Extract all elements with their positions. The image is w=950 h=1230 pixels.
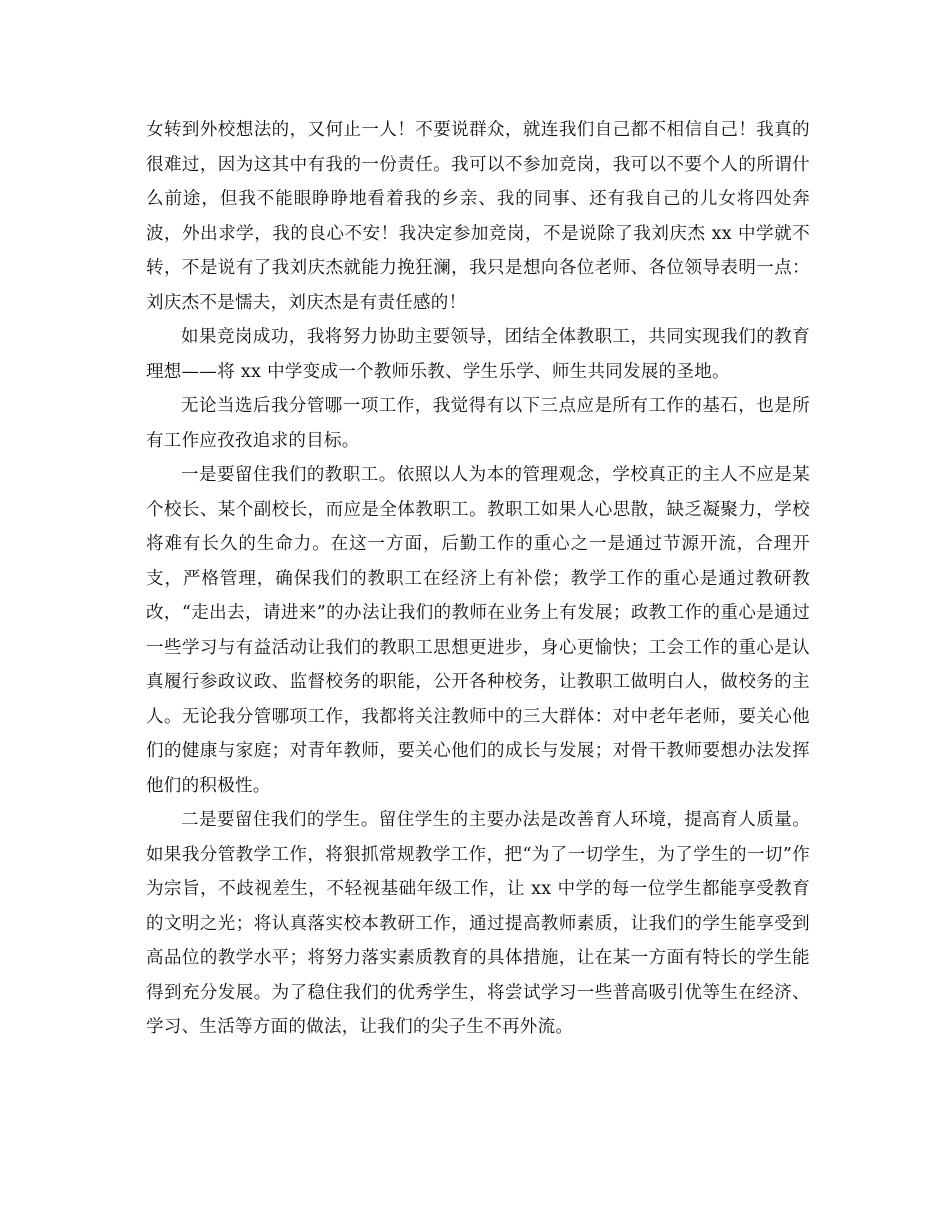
paragraph-4: 一是要留住我们的教职工。依照以人为本的管理观念，学校真正的主人不应是某个校长、某个副校长，而应是全体教职工。教职工如果人心思散，缺乏凝聚力，学校将难有长久的生命力。在这一方面，后勤工作的重心之一是通过节源开流，合理开支，严格管理，确保我们的教职工在经济上有补偿；教学工作的重心是通过教研教改，“走出去，请进来”的办法让我们的教师在业务上有发展；政教工作的重心是通过一些学习与有益活动让我们的教职工思想更进步，身心更愉快；工会工作的重心是认真履行参政议政、监督校务的职能，公开各种校务，让教职工做明白人，做校务的主人。无论我分管哪项工作，我都将关注教师中的三大群体：对中老年老师，要关心他们的健康与家庭；对青年教师，要关心他们的成长与发展；对骨干教师要想办法发挥他们的积极性。	[146, 465, 810, 796]
document-body	[146, 113, 810, 1045]
paragraph-5: 二是要留住我们的学生。留住学生的主要办法是改善育人环境，提高育人质量。如果我分管教学工作，将狠抓常规教学工作，把“为了一切学生，为了学生的一切”作为宗旨，不歧视差生，不轻视基础年级工作，让 xx 中学的每一位学生都能享受教育的文明之光；将认真落实校本教研工作，通过提高教师素质，让我们的学生能享受到高品位的教学水平；将努力落实素质教育的具体措施，让在某一方面有特长的学生能得到充分发展。为了稳住我们的优秀学生，将尝试学习一些普高吸引优等生在经济、学习、生活等方面的做法，让我们的尖子生不再外流。	[146, 810, 810, 1037]
paragraph-1: 女转到外校想法的，又何止一人！不要说群众，就连我们自己都不相信自己！我真的很难过，因为这其中有我的一份责任。我可以不参加竞岗，我可以不要个人的所谓什么前途，但我不能眼睁睁地看着我的乡亲、我的同事、还有我自己的儿女将四处奔波，外出求学，我的良心不安！我决定参加竞岗，不是说除了我刘庆杰 xx 中学就不转，不是说有了我刘庆杰就能力挽狂澜，我只是想向各位老师、各位领导表明一点：刘庆杰不是懦夫，刘庆杰是有责任感的！	[146, 120, 810, 313]
paragraph-2: 如果竞岗成功，我将努力协助主要领导，团结全体教职工，共同实现我们的教育理想——将 xx 中学变成一个教师乐教、学生乐学、师生共同发展的圣地。	[146, 327, 810, 382]
paragraph-3: 无论当选后我分管哪一项工作，我觉得有以下三点应是所有工作的基石，也是所有工作应孜孜追求的目标。	[146, 396, 810, 451]
